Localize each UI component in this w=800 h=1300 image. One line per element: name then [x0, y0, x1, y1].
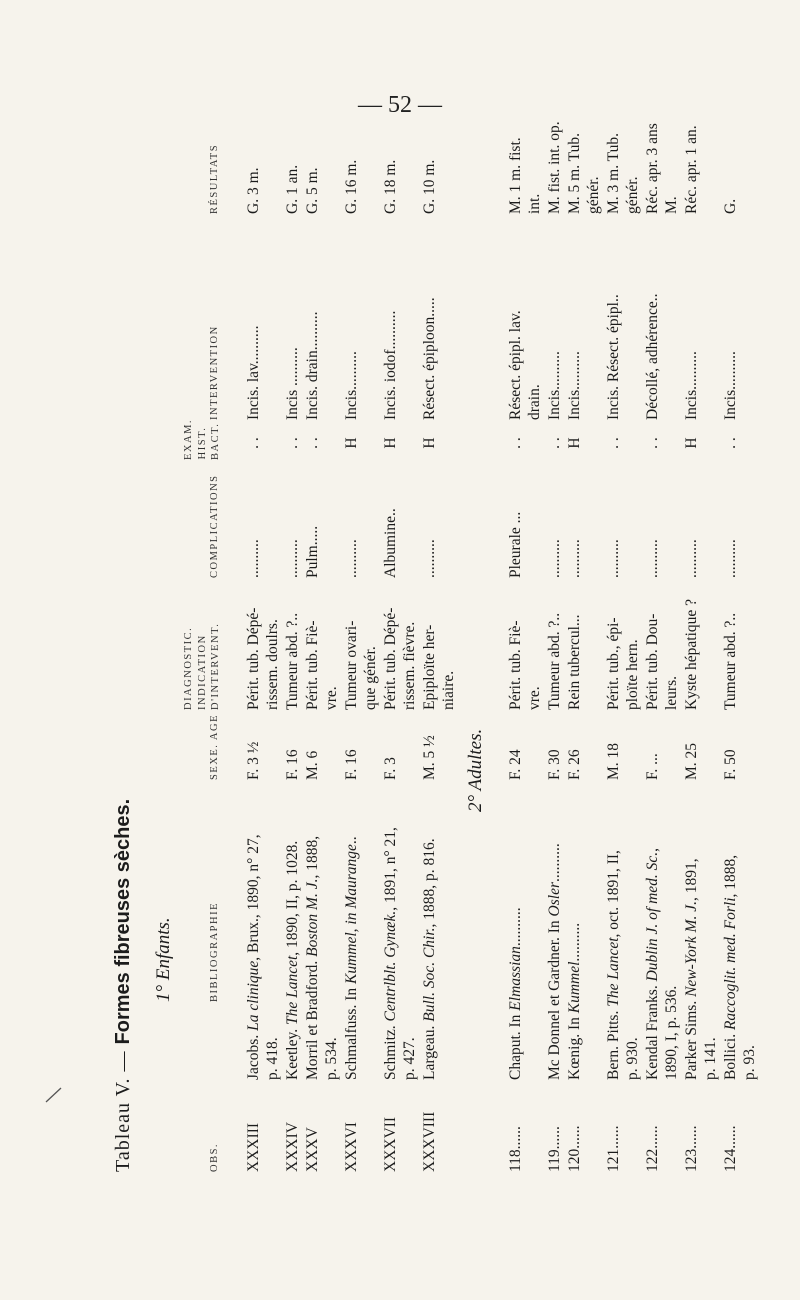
cell-diagnostic: [565, 584, 584, 710]
cell-intervention: [643, 224, 662, 420]
header-examen-line: EXAM.: [183, 418, 194, 460]
cell-diagnostic: [643, 584, 681, 710]
cell-intervention: Incis. lav..........: [245, 325, 262, 420]
cell-bibliographie: [244, 784, 282, 1080]
cell-bibliographie: [545, 784, 564, 1080]
bibliographie-line: Parker Sims. New-York M. J., 1891,: [683, 858, 700, 1080]
cell-intervention: [506, 224, 544, 420]
age-value: 16: [343, 749, 360, 765]
cell-obs: XXXIV: [284, 1122, 301, 1172]
bibliographie-line: 1890, I, p. 536.: [663, 985, 681, 1080]
cell-examen: . .: [245, 437, 262, 449]
cell-obs: XXXIII: [245, 1122, 262, 1172]
header-diagnostic-line: INDICATION: [196, 634, 208, 710]
journal-name: La clinique: [245, 960, 262, 1031]
spacer: [284, 765, 301, 769]
cell-complications: Pleurale ...: [507, 511, 524, 578]
cell-complications: ..........: [245, 539, 262, 578]
cell-intervention: Incis. drain..........: [304, 311, 321, 420]
cell-resultats: [643, 112, 681, 214]
cell-sexe-age: [283, 716, 302, 780]
spacer: [245, 765, 262, 769]
cell-diagnostic: [506, 584, 544, 710]
table-title: [114, 799, 133, 1172]
bibliographie-line: p. 93.: [741, 1045, 759, 1080]
cell-obs: XXXVII: [382, 1116, 399, 1172]
cell-examen: . .: [722, 437, 739, 449]
diagnostic-line: Périt. tub. Dépé-: [382, 607, 399, 710]
cell-sexe-age: [381, 716, 400, 780]
cell-intervention: [682, 224, 701, 420]
cell-complications: ..........: [343, 539, 360, 578]
bibliographie-line: Kœnig. In Kummel..........: [566, 922, 583, 1080]
diagnostic-line: Tumeur abd. ?..: [546, 612, 563, 710]
cell-obs: 119......: [546, 1126, 563, 1172]
sexe-value: F.: [644, 768, 661, 780]
age-value: 25: [683, 742, 700, 759]
header-obs: OBS.: [209, 1142, 220, 1172]
cell-intervention: Incis ..........: [284, 347, 301, 420]
intervention-line: Incis. Résect. épipl..: [605, 294, 622, 420]
intervention-line: Incis..........: [566, 351, 583, 420]
sexe-value: F.: [507, 768, 524, 780]
cell-examen: . .: [546, 437, 563, 449]
cell-sexe-age: [565, 716, 584, 780]
cell-obs: XXXVI: [343, 1122, 360, 1172]
bibliographie-line: Bern. Pitts. The Lancet, oct. 1891, II,: [605, 850, 622, 1080]
cell-obs: 120......: [566, 1125, 583, 1172]
header-complications: COMPLICATIONS: [209, 474, 220, 578]
header-bibliographie: BIBLIOGRAPHIE: [209, 902, 220, 1002]
cell-obs: XXXVIII: [421, 1111, 438, 1172]
table-title-main: Formes fibreuses sèches.: [112, 798, 134, 1045]
sexe-value: F.: [722, 768, 739, 780]
cell-examen: H: [683, 437, 700, 449]
cell-bibliographie: [342, 784, 361, 1080]
cell-resultats: [682, 112, 701, 214]
cell-resultats: [545, 112, 564, 214]
header-examen-line: HIST.: [196, 426, 208, 460]
cell-sexe-age: [721, 716, 740, 780]
journal-name: Kummel, in Maurange: [343, 844, 360, 984]
intervention-line: Incis..........: [546, 351, 563, 420]
diagnostic-line: vre.: [323, 686, 341, 710]
cell-bibliographie: [303, 784, 341, 1080]
sexe-value: F.: [343, 768, 360, 780]
cell-obs: 122......: [644, 1125, 661, 1172]
cell-examen: . .: [605, 437, 622, 449]
header-resultats: RÉSULTATS: [209, 143, 220, 214]
intervention-line: Incis..........: [722, 351, 739, 420]
journal-name: Dublin J. of med. Sc.: [644, 851, 661, 982]
journal-name: Centrlblt. Gynæk.: [382, 910, 399, 1022]
cell-intervention: [604, 224, 623, 420]
cell-bibliographie: [682, 784, 720, 1080]
diagnostic-line: Kyste hépatique ?: [683, 598, 700, 710]
header-diagnostic-line: DIAGNOSTIC.: [183, 626, 194, 710]
cell-complications: ..........: [605, 539, 622, 578]
bibliographie-line: Keetley. The Lancet, 1890, II, p. 1028.: [284, 840, 301, 1080]
cell-examen: H: [566, 437, 583, 449]
cell-sexe-age: [604, 716, 623, 780]
rotated-table: [100, 112, 759, 1172]
age-value: 24: [507, 749, 524, 765]
cell-resultats: G. 1 an.: [284, 164, 301, 214]
diagnostic-line: vre.: [526, 686, 544, 710]
table-title-prefix: Tableau V. —: [112, 1050, 134, 1172]
bibliographie-line: Chaput. In Elmassian..........: [507, 907, 524, 1080]
diagnostic-line: rissem. doulrs.: [264, 619, 282, 710]
diagnostic-line: Périt. tub. Fiè-: [304, 620, 321, 710]
cell-sexe-age: [303, 716, 322, 780]
cell-complications: ..........: [683, 539, 700, 578]
cell-bibliographie: [381, 784, 419, 1080]
cell-diagnostic: [303, 584, 341, 710]
cell-obs: 118......: [507, 1126, 524, 1172]
cell-resultats: G. 16 m.: [343, 159, 360, 214]
sexe-value: F.: [566, 768, 583, 780]
bibliographie-line: p. 418.: [264, 1037, 282, 1080]
resultats-line: génér.: [624, 176, 642, 214]
header-diagnostic: [182, 584, 223, 710]
cell-diagnostic: [682, 584, 701, 710]
cell-examen: H: [343, 437, 360, 449]
resultats-line: Réc. apr. 3 ans: [644, 123, 661, 214]
spacer: [507, 765, 524, 769]
cell-complications: ..........: [722, 539, 739, 578]
spacer: [566, 765, 583, 769]
bibliographie-line: Morril et Bradford. Boston M. J., 1888,: [304, 835, 321, 1080]
cell-examen: . .: [284, 437, 301, 449]
header-diagnostic-line: D'INTERVENT.: [210, 622, 221, 710]
diagnostic-line: Rein tubercul...: [566, 614, 583, 710]
cell-diagnostic: [244, 584, 282, 710]
resultats-line: M. 1 m. fist.: [507, 137, 524, 214]
cell-diagnostic: [283, 584, 302, 710]
bibliographie-line: p. 534.: [323, 1037, 341, 1080]
cell-examen: H: [382, 437, 399, 449]
bibliographie-line: Bollici. Raccoglit. med. Forli, 1888,: [722, 854, 739, 1080]
journal-name: Boston M. J.: [304, 878, 321, 957]
cell-complications: Albumine..: [382, 508, 399, 578]
cell-intervention: [545, 224, 564, 420]
cell-complications: ..........: [644, 539, 661, 578]
bibliographie-line: p. 930.: [624, 1037, 642, 1080]
spacer: [722, 765, 739, 769]
cell-sexe-age: [506, 716, 525, 780]
cell-bibliographie: [565, 784, 584, 1080]
resultats-line: M.: [663, 196, 681, 214]
bibliographie-line: Largeau. Bull. Soc. Chir., 1888, p. 816.: [421, 838, 438, 1080]
sexe-value: M.: [421, 762, 438, 780]
diagnostic-line: Périt. tub. Dou-: [644, 613, 661, 710]
spacer: [644, 765, 661, 769]
bibliographie-line: Kendal Franks. Dublin J. of med. Sc.,: [644, 847, 661, 1080]
spacer: [304, 758, 321, 762]
cell-sexe-age: [643, 716, 662, 780]
sexe-value: F.: [546, 768, 563, 780]
cell-diagnostic: [721, 584, 740, 710]
cell-resultats: [604, 112, 642, 214]
sexe-value: M.: [683, 762, 700, 780]
spacer: [546, 765, 563, 769]
cell-complications: ..........: [546, 539, 563, 578]
intervention-line: Décollé, adhérence..: [644, 293, 661, 420]
age-value: 30: [546, 749, 563, 765]
cell-obs: 123......: [683, 1125, 700, 1172]
cell-examen: . .: [507, 437, 524, 449]
cell-obs: 121......: [605, 1125, 622, 1172]
cell-diagnostic: [545, 584, 564, 710]
cell-intervention: Incis..........: [343, 351, 360, 420]
cell-obs: 124......: [722, 1125, 739, 1172]
age-value: 3 ½: [245, 741, 262, 765]
spacer: [343, 765, 360, 769]
age-value: 16: [284, 749, 301, 765]
cell-resultats: G. 5 m.: [304, 167, 321, 214]
diagnostic-line: Périt. tub. Dépé-: [245, 607, 262, 710]
resultats-line: Réc. apr. 1 an.: [683, 125, 700, 214]
cell-diagnostic: [381, 584, 419, 710]
cell-examen: . .: [304, 437, 321, 449]
diagnostic-line: Epiploïte her-: [421, 624, 438, 710]
diagnostic-line: ploïte hern.: [624, 639, 642, 710]
journal-name: Bull. Soc. Chir.: [421, 927, 438, 1022]
diagnostic-line: Tumeur ovari-: [343, 620, 360, 710]
cell-resultats: G. 3 m.: [245, 167, 262, 214]
sexe-value: F.: [382, 768, 399, 780]
header-sexe-age: SEXE. AGE: [209, 714, 220, 780]
diagnostic-line: Tumeur abd. ?..: [722, 612, 739, 710]
diagnostic-line: Périt. tub., épi-: [605, 617, 622, 710]
section-children-heading: 1° Enfants.: [153, 917, 174, 1002]
intervention-line: drain.: [526, 384, 544, 420]
sexe-value: F.: [284, 768, 301, 780]
journal-name: Raccoglit. med. Forli: [722, 897, 739, 1031]
cell-sexe-age: [244, 716, 263, 780]
cell-resultats: [506, 112, 544, 214]
journal-name: Osler: [546, 881, 563, 917]
diagnostic-line: niaire.: [440, 670, 458, 710]
pencil-stroke: [46, 1088, 61, 1102]
age-value: 3: [382, 757, 399, 765]
journal-name: The Lancet: [605, 937, 622, 1007]
diagnostic-line: Périt. tub. Fiè-: [507, 620, 524, 710]
cell-complications: ..........: [566, 539, 583, 578]
cell-intervention: [721, 224, 740, 420]
cell-diagnostic: [604, 584, 642, 710]
cell-sexe-age: [342, 716, 361, 780]
spacer: [382, 765, 399, 769]
bibliographie-line: Schmalfuss. In Kummel, in Maurange..: [343, 836, 360, 1080]
intervention-line: Résect. épipl. lav.: [507, 310, 524, 420]
cell-complications: Pulm.....: [304, 525, 321, 578]
journal-name: The Lancet: [284, 955, 301, 1026]
cell-bibliographie: [643, 784, 681, 1080]
age-value: 6: [304, 750, 321, 759]
resultats-line: M. 3 m. Tub.: [605, 133, 622, 214]
journal-name: New-York M. J.: [683, 901, 700, 997]
spacer: [683, 758, 700, 762]
header-examen: [182, 418, 223, 460]
sexe-value: M.: [605, 762, 622, 780]
sexe-value: M.: [304, 762, 321, 780]
cell-intervention: [565, 224, 584, 420]
cell-examen: H: [421, 437, 438, 449]
cell-resultats: [565, 112, 603, 214]
cell-bibliographie: [283, 784, 302, 1080]
diagnostic-line: rissem. fièvre.: [401, 621, 419, 710]
header-examen-line: BACT.: [210, 422, 221, 460]
age-value: 50: [722, 749, 739, 765]
cell-resultats: [721, 112, 740, 214]
bibliographie-line: Mc Donnel et Gardner. In Osler..........: [546, 843, 563, 1080]
diagnostic-line: Tumeur abd. ?..: [284, 612, 301, 710]
age-value: 18: [605, 742, 622, 759]
cell-complications: ..........: [421, 539, 438, 578]
section-adults-heading: 2° Adultes.: [465, 728, 486, 812]
page-number: — 52 —: [358, 92, 442, 118]
cell-bibliographie: [721, 784, 759, 1080]
diagnostic-line: que génér.: [362, 646, 380, 710]
cell-bibliographie: [420, 784, 439, 1080]
intervention-line: Incis..........: [683, 351, 700, 420]
age-value: ...: [644, 753, 661, 765]
age-value: 26: [566, 749, 583, 765]
cell-resultats: G. 10 m.: [421, 159, 438, 214]
cell-sexe-age: [420, 716, 439, 780]
cell-resultats: G. 18 m.: [382, 159, 399, 214]
sexe-value: F.: [245, 768, 262, 780]
cell-intervention: Incis. iodof..........: [382, 310, 399, 420]
cell-bibliographie: [506, 784, 525, 1080]
resultats-line: G.: [722, 198, 739, 214]
cell-examen: . .: [644, 437, 661, 449]
diagnostic-line: leurs.: [663, 675, 681, 710]
cell-sexe-age: [545, 716, 564, 780]
journal-name: Kummel: [566, 961, 583, 1014]
bibliographie-line: Jacobs. La clinique, Brux., 1890, n° 27,: [245, 834, 262, 1080]
cell-diagnostic: [342, 584, 380, 710]
cell-intervention: Résect. épiploon.....: [421, 297, 438, 420]
cell-sexe-age: [682, 716, 701, 780]
journal-name: Elmassian: [507, 946, 524, 1011]
resultats-line: M. fist. int. op.: [546, 121, 563, 214]
resultats-line: génér.: [585, 176, 603, 214]
age-value: 5 ½: [421, 735, 438, 759]
cell-bibliographie: [604, 784, 642, 1080]
bibliographie-line: Schmitz. Centrlblt. Gynæk., 1891, n° 21,: [382, 827, 399, 1080]
resultats-line: M. 5 m. Tub.: [566, 133, 583, 214]
resultats-line: int.: [526, 193, 544, 214]
header-intervention: INTERVENTION: [209, 325, 220, 420]
bibliographie-line: p. 141.: [702, 1037, 720, 1080]
spacer: [605, 758, 622, 762]
cell-obs: XXXV: [304, 1127, 321, 1172]
spacer: [421, 758, 438, 762]
cell-complications: ..........: [284, 539, 301, 578]
bibliographie-line: p. 427.: [401, 1037, 419, 1080]
cell-diagnostic: [420, 584, 458, 710]
